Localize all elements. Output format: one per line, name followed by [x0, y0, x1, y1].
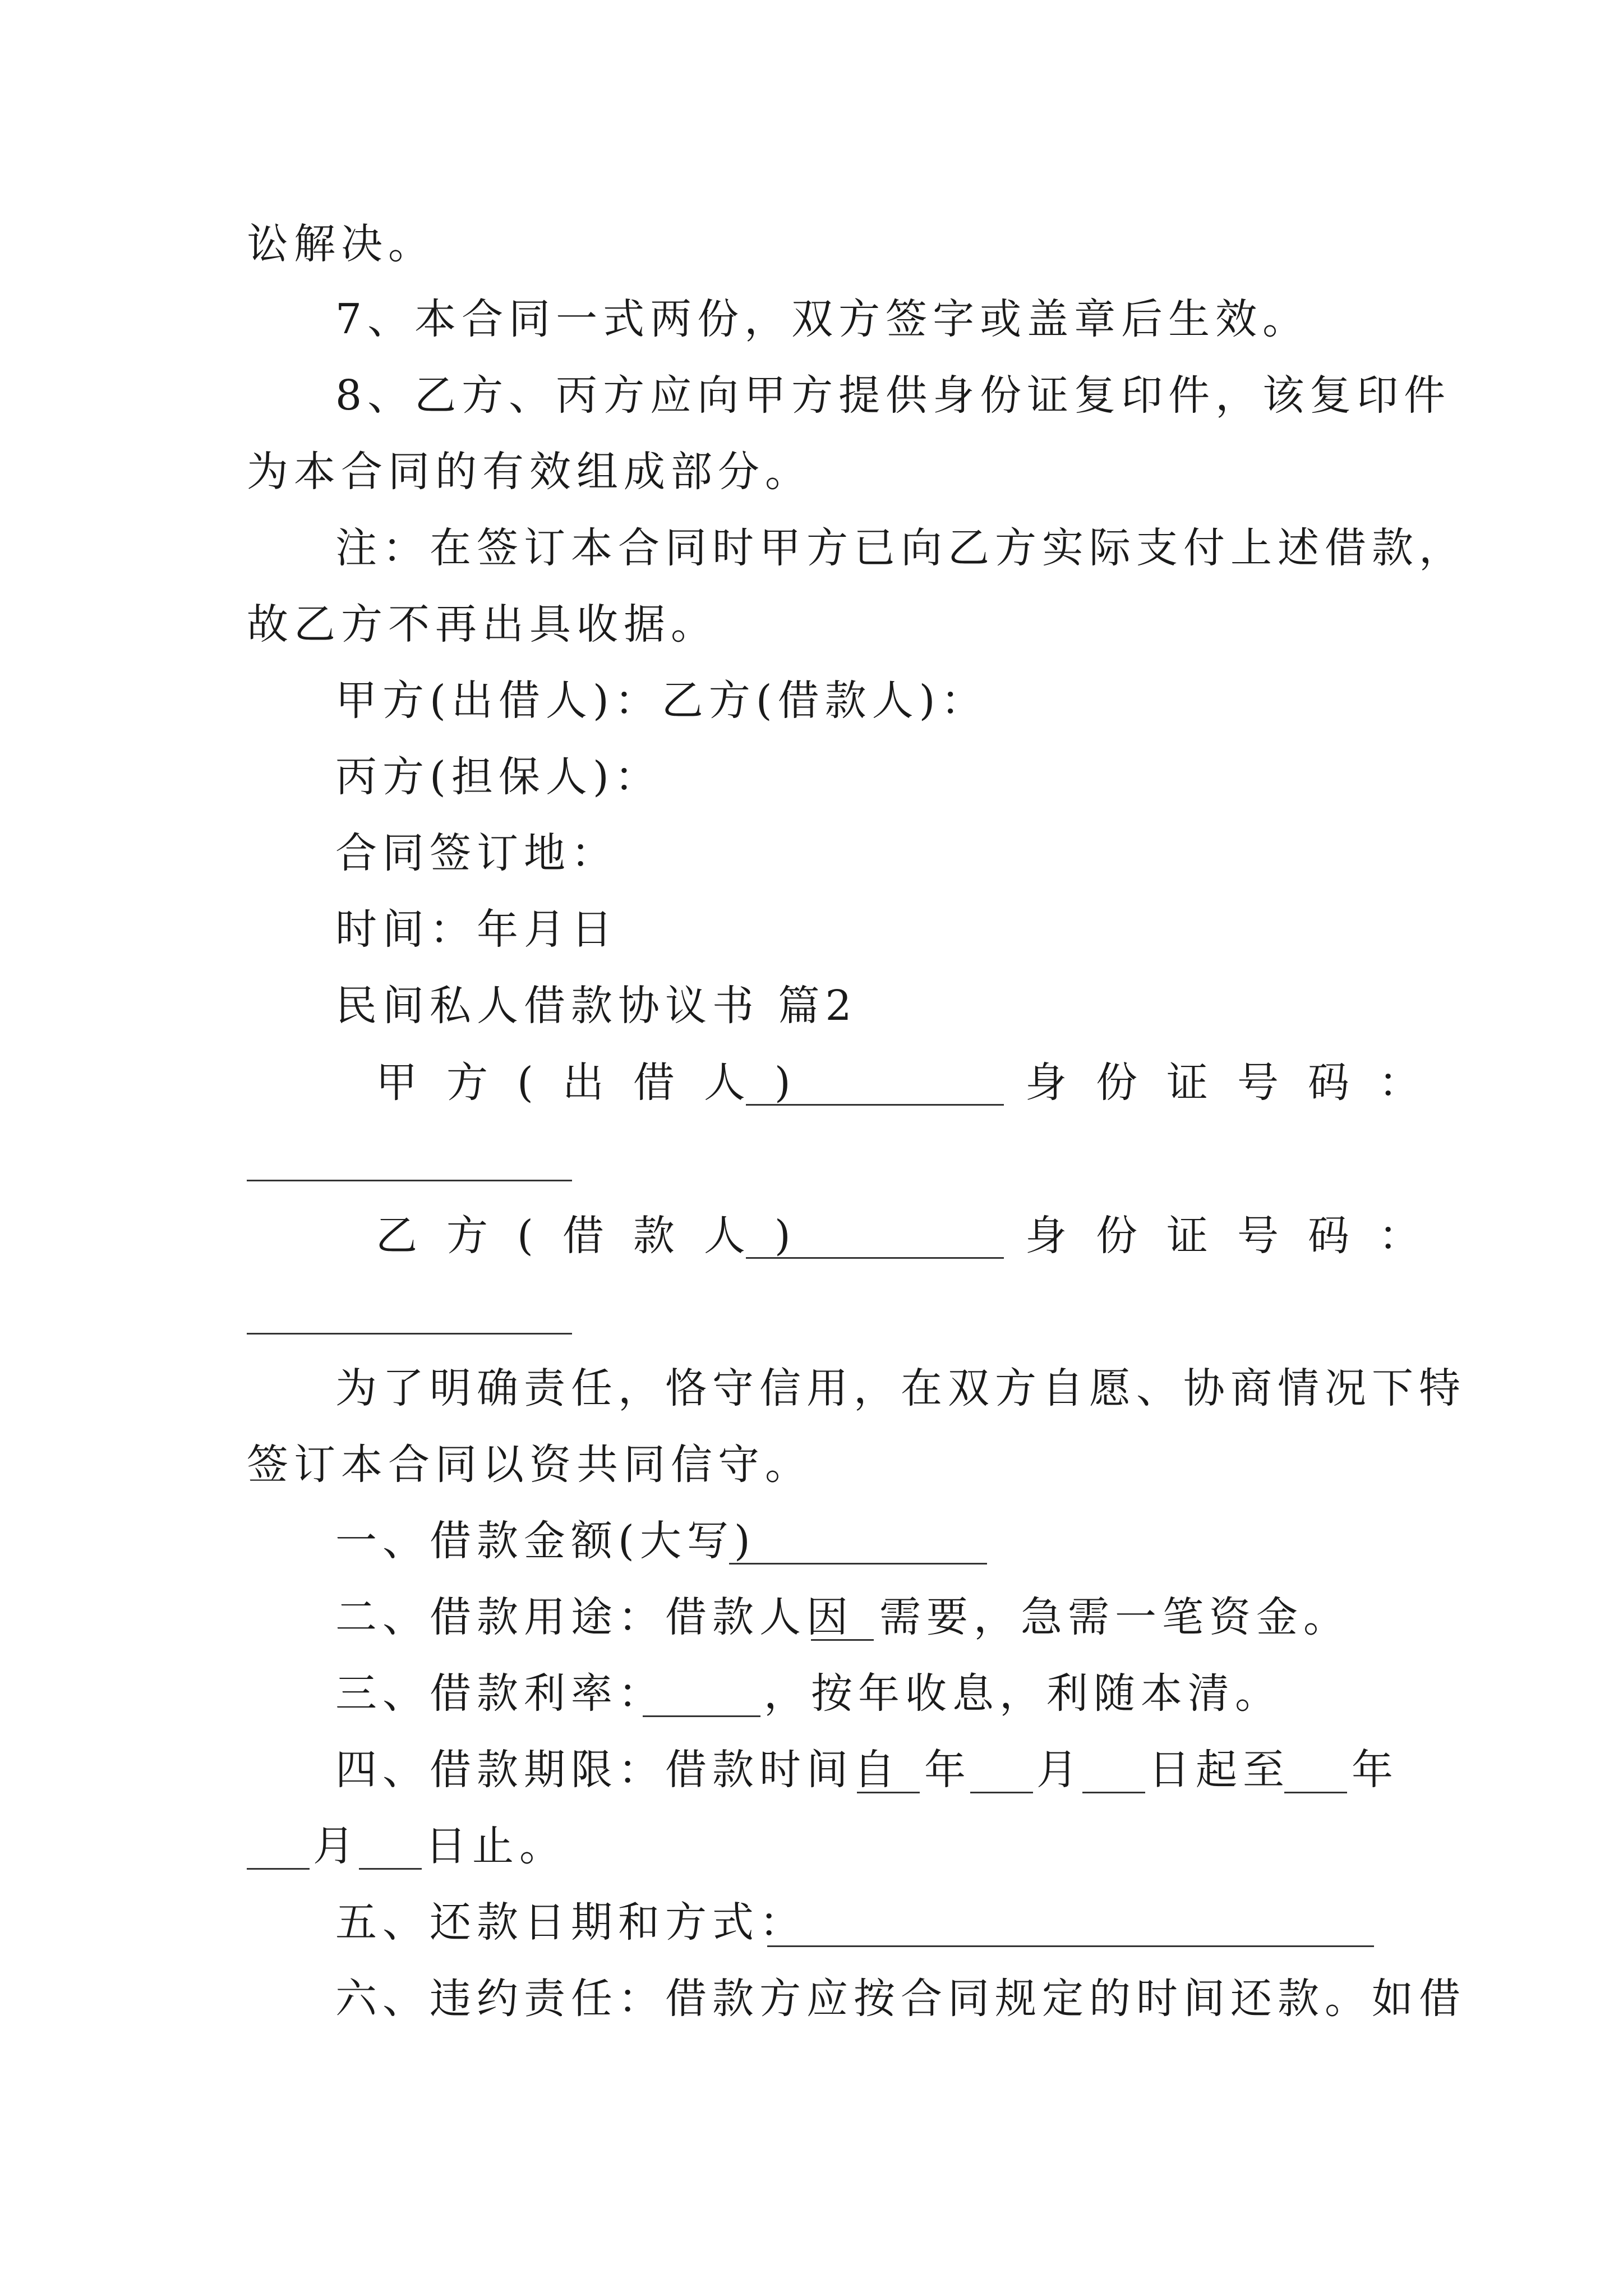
term-end-month-label: 月 [313, 1822, 360, 1870]
signature-parties-line: 甲方(出借人)：乙方(借款人)： [335, 677, 988, 725]
loan-term-label: 四、借款期限：借款时间自 [335, 1746, 901, 1794]
guarantor-line: 丙方(担保人)： [335, 753, 662, 801]
term-end-year-label: 年 [1352, 1746, 1399, 1794]
paragraph-line: 签订本合同以资共同信守。 [247, 1441, 812, 1489]
term-start-day-blank [1082, 1792, 1145, 1793]
term-month-label: 月 [1036, 1746, 1083, 1794]
term-end-year-blank [1284, 1792, 1347, 1793]
loan-amount-blank [729, 1563, 987, 1565]
term-end-day-label: 日止。 [425, 1822, 566, 1870]
term-end-day-blank [359, 1868, 422, 1870]
section-heading: 民间私人借款协议书 篇2 [335, 982, 857, 1030]
preamble-line: 为了明确责任，恪守信用，在双方自愿、协商情况下特 [335, 1364, 1466, 1412]
term-start-year-blank [857, 1792, 920, 1793]
loan-purpose-blank [811, 1639, 874, 1641]
loan-purpose-rest: 需要，急需一笔资金。 [879, 1593, 1350, 1641]
lender-id-blank [247, 1180, 572, 1181]
borrower-id-blank [247, 1333, 572, 1335]
repayment-label: 五、还款日期和方式： [335, 1898, 806, 1947]
lender-label: 甲方(出借人) [376, 1059, 820, 1107]
loan-purpose-label: 二、借款用途：借款人因 [335, 1593, 854, 1641]
borrower-name-blank [746, 1257, 1004, 1259]
term-until-label: 日起至 [1149, 1746, 1290, 1794]
paragraph-line: 为本合同的有效组成部分。 [247, 448, 812, 496]
interest-rate-label: 三、借款利率： [335, 1669, 665, 1718]
signing-date-line: 时间：年月日 [335, 905, 618, 954]
interest-rate-blank [643, 1715, 760, 1717]
clause-7: 7、本合同一式两份，双方签字或盖章后生效。 [335, 295, 1310, 343]
lender-id-label: 身份证号码： [1025, 1059, 1449, 1107]
paragraph-line: 讼解决。 [247, 220, 435, 268]
repayment-blank [767, 1945, 1374, 1947]
term-end-month-blank [247, 1868, 310, 1870]
breach-clause-line: 六、违约责任：借款方应按合同规定的时间还款。如借 [335, 1975, 1466, 2023]
term-start-month-blank [970, 1792, 1033, 1793]
lender-name-blank [746, 1104, 1004, 1106]
note-line: 注：在签订本合同时甲方已向乙方实际支付上述借款， [335, 524, 1466, 572]
paragraph-line: 故乙方不再出具收据。 [247, 600, 718, 648]
loan-amount-label: 一、借款金额(大写) [335, 1517, 756, 1565]
signing-place-line: 合同签订地： [335, 829, 618, 877]
borrower-label: 乙方(借款人) [376, 1212, 820, 1260]
term-year-label: 年 [924, 1746, 971, 1794]
borrower-id-label: 身份证号码： [1025, 1212, 1449, 1260]
clause-8: 8、乙方、丙方应向甲方提供身份证复印件，该复印件 [335, 371, 1451, 420]
interest-rate-rest: ，按年收息，利随本清。 [764, 1669, 1282, 1718]
